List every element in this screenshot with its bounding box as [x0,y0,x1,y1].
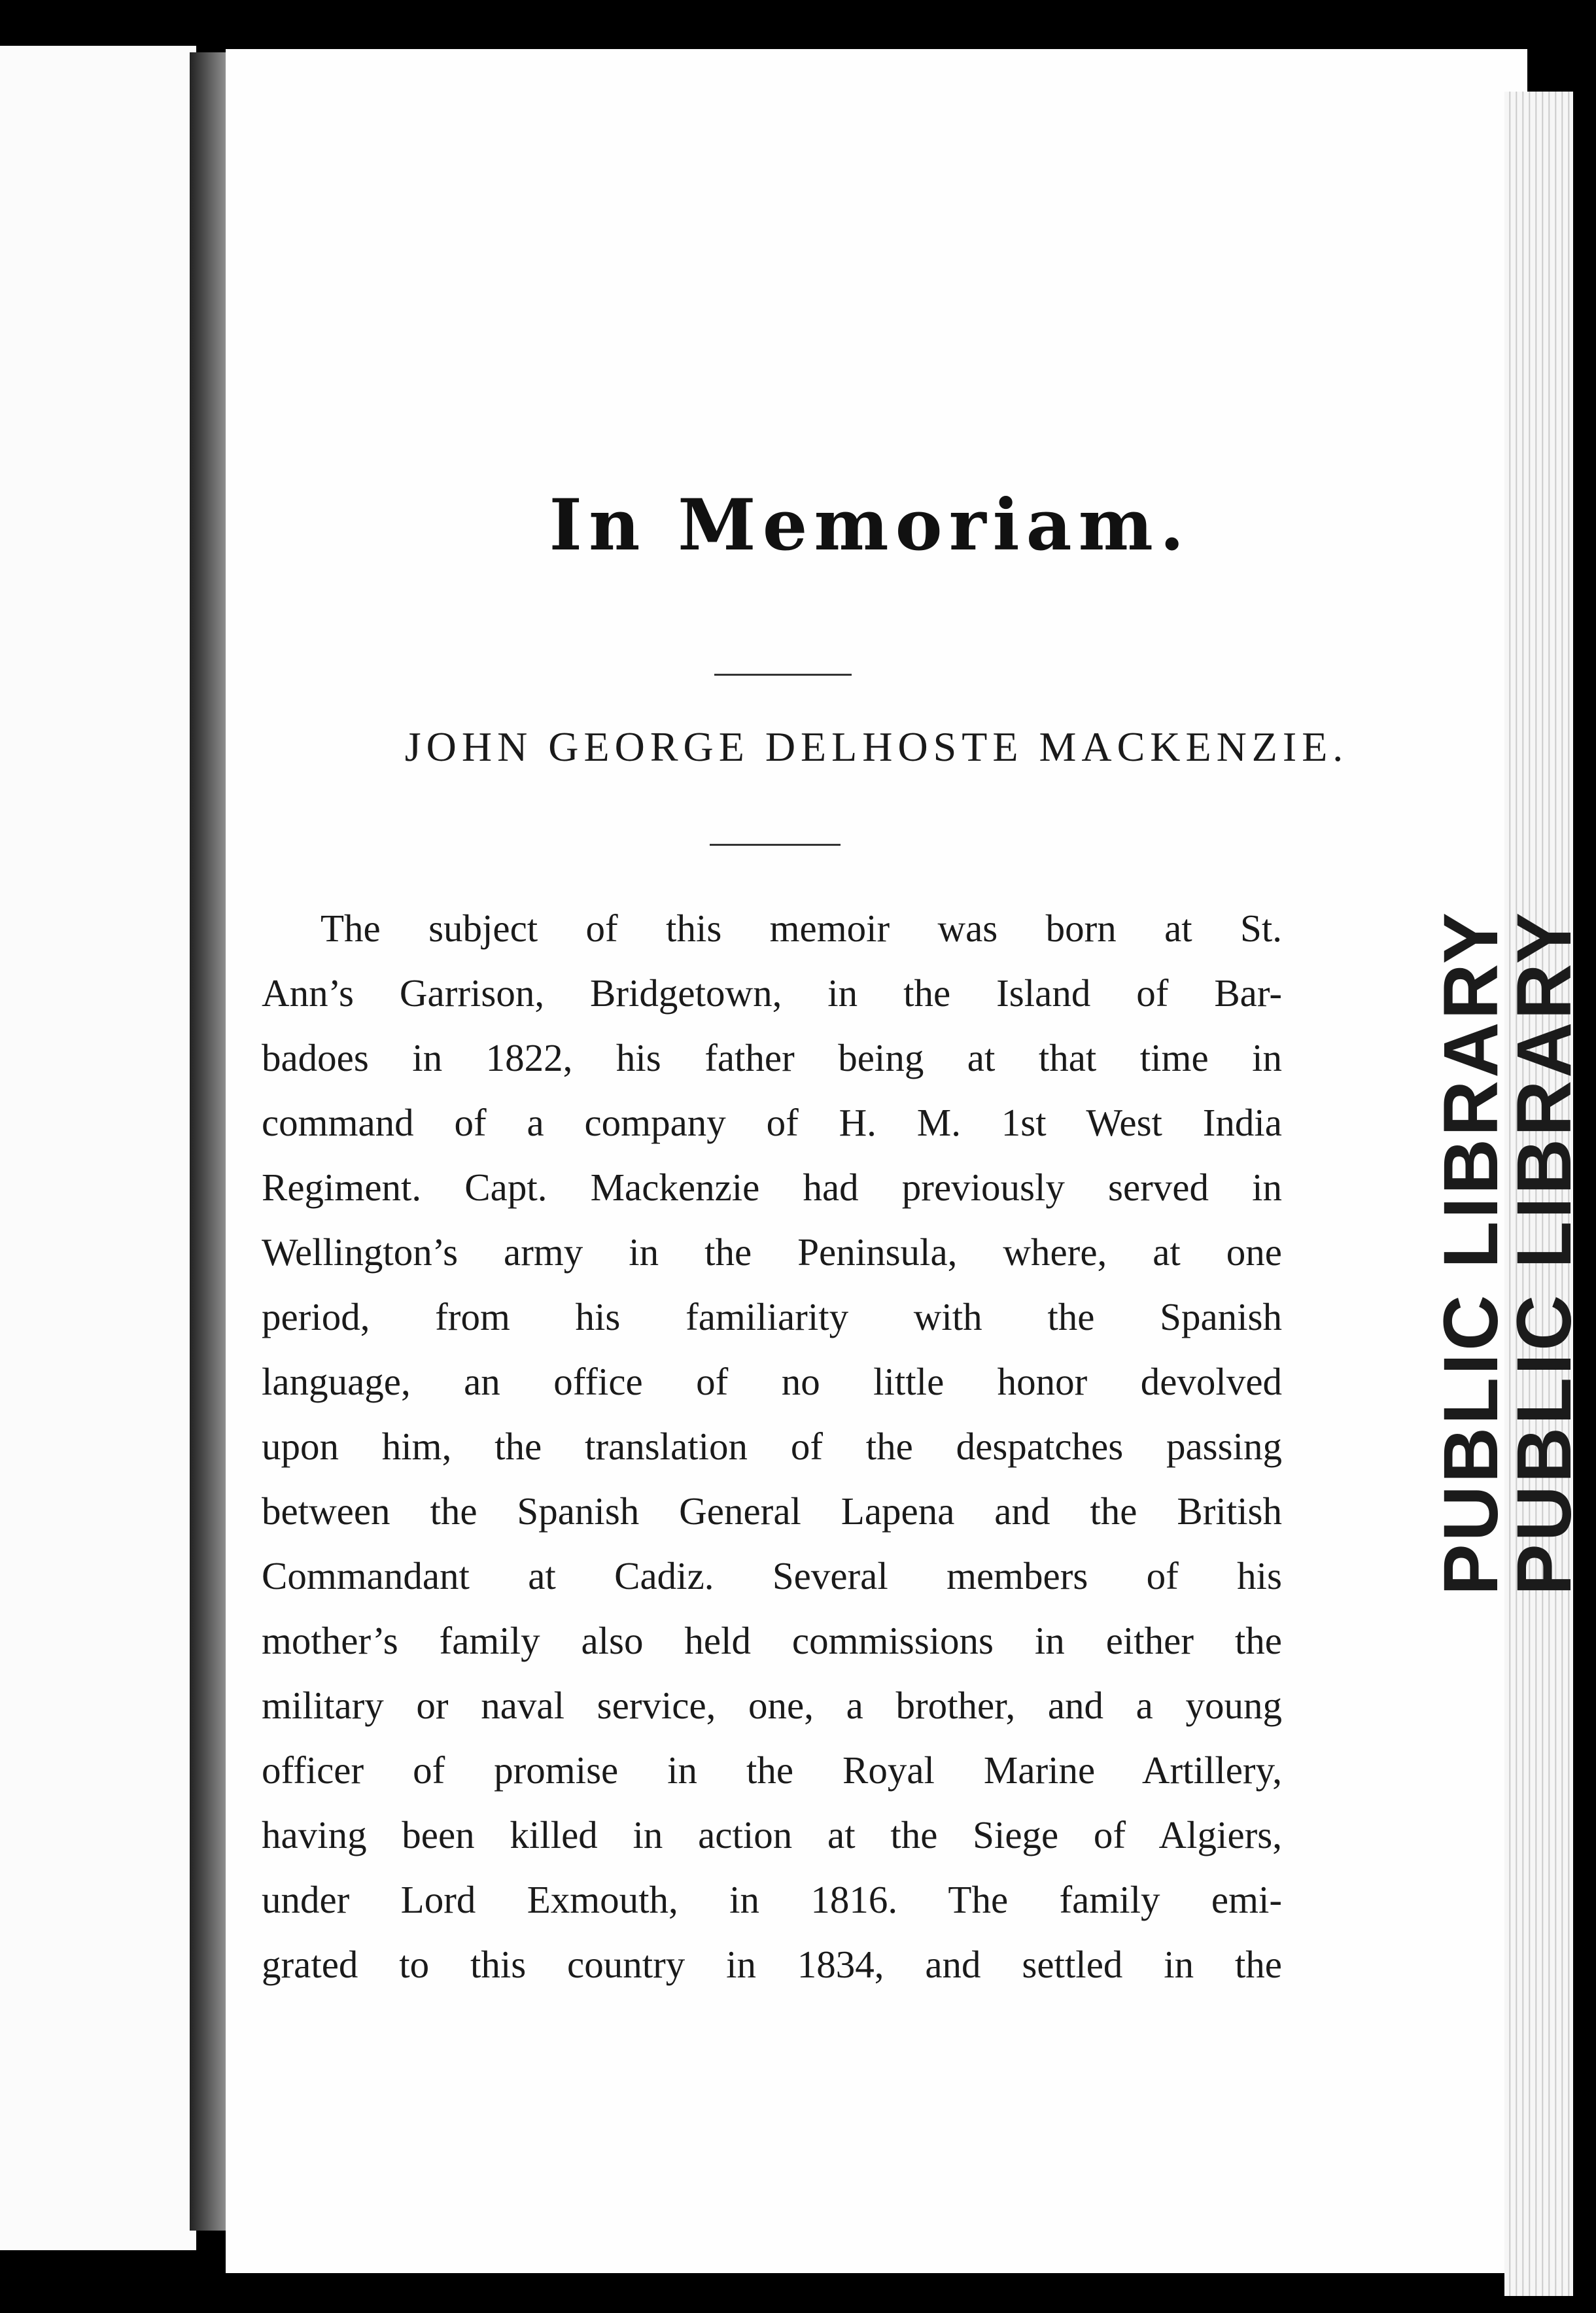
body-line: under Lord Exmouth, in 1816. The family emi- [262,1878,1282,1921]
body-line: Regiment. Capt. Mackenzie had previously served in [262,1166,1282,1209]
library-stamp [1427,615,1587,1890]
library-stamp-line: PUBLIC LIBRARY [1501,909,1587,1596]
body-line: having been killed in action at the Siege of Algiers, [262,1813,1282,1856]
body-line: between the Spanish General Lapena and the British [262,1489,1282,1533]
body-line: period, from his familiarity with the Spanish [262,1295,1282,1338]
body-line: mother’s family also held commissions in either the [262,1619,1282,1662]
body-line: badoes in 1822, his father being at that time in [262,1036,1282,1079]
body-line: military or naval service, one, a brother, and a young [262,1684,1282,1727]
facing-page [0,46,196,2250]
title-rule [714,674,852,676]
memoir-subject-name: JOHN GEORGE DELHOSTE MACKENZIE. [404,723,1349,770]
body-line: officer of promise in the Royal Marine Artillery, [262,1748,1282,1792]
body-line: Commandant at Cadiz. Several members of his [262,1554,1282,1597]
library-stamp-line: PUBLIC LIBRARY [1427,909,1514,1596]
body-line: Wellington’s army in the Peninsula, where, at one [262,1230,1282,1274]
body-line: The subject of this memoir was born at St. [321,907,1282,950]
body-line: Ann’s Garrison, Bridgetown, in the Island of Bar- [262,971,1282,1015]
body-line: grated to this country in 1834, and settled in the [262,1943,1282,1986]
page-title: In Memoriam. [549,484,1191,566]
body-line: language, an office of no little honor devolved [262,1360,1282,1403]
body-line: command of a company of H. M. 1st West India [262,1101,1282,1144]
memoir-body-text [262,896,1282,1997]
library-stamp-text [1427,909,1587,1596]
body-line: upon him, the translation of the despatches passing [262,1425,1282,1468]
name-rule [710,844,841,846]
